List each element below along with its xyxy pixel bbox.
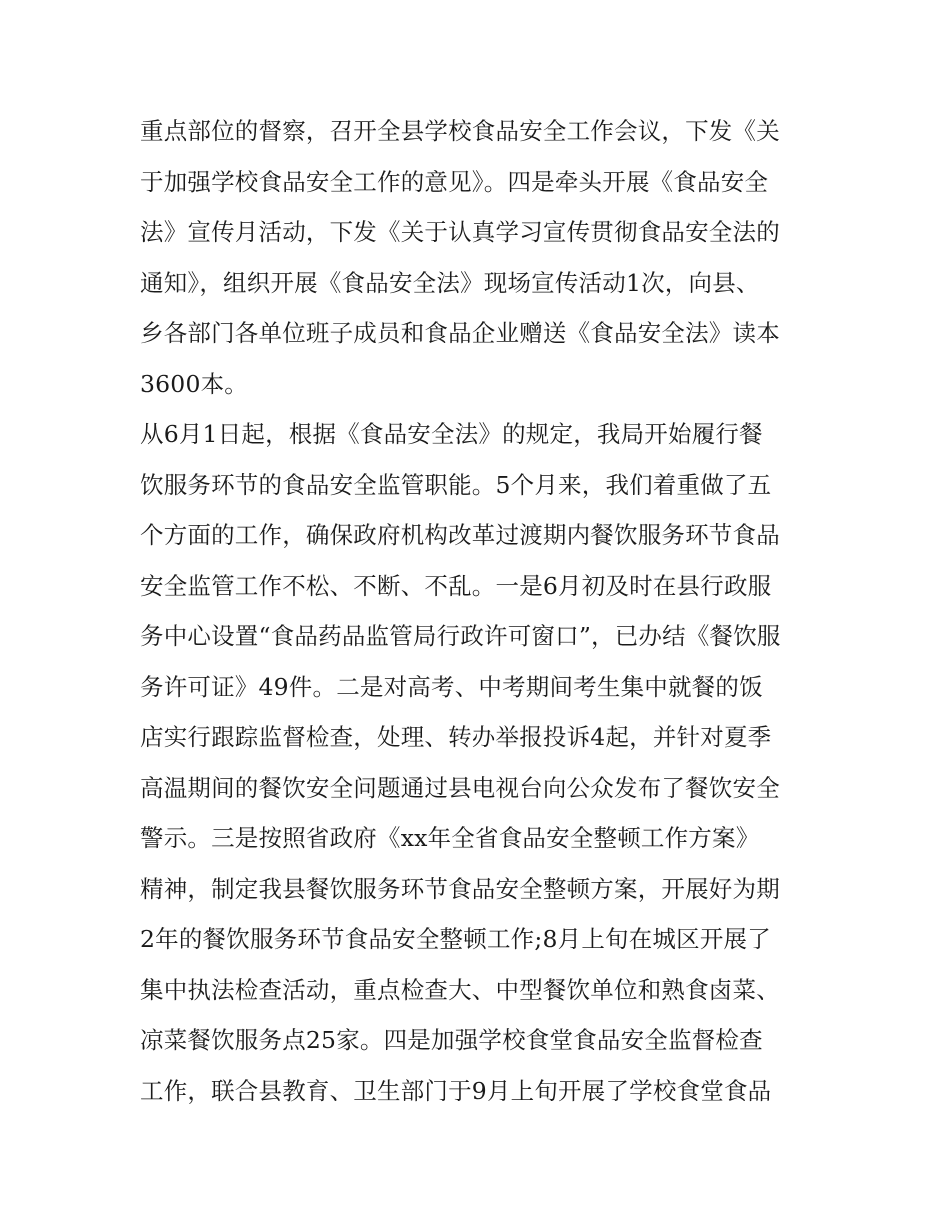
text-line-5: 乡各部门各单位班子成员和食品企业赠送《食品安全法》读本 <box>140 319 780 347</box>
text-line-17: 2年的餐饮服务环节食品安全整顿工作;8月上旬在城区开展了 <box>140 925 771 953</box>
text-line-7: 从6月1日起，根据《食品安全法》的规定，我局开始履行餐 <box>140 420 763 448</box>
text-line-18: 集中执法检查活动，重点检查大、中型餐饮单位和熟食卤菜、 <box>140 975 780 1004</box>
text-line-4: 通知》，组织开展《食品安全法》现场宣传活动1次，向县、 <box>140 268 760 297</box>
text-line-19: 凉菜餐饮服务点25家。四是加强学校食堂食品安全监督检查 <box>140 1026 763 1054</box>
text-line-1: 重点部位的督察，召开全县学校食品安全工作会议，下发《关 <box>140 117 780 145</box>
body-text <box>140 106 820 1116</box>
text-line-3: 法》宣传月活动，下发《关于认真学习宣传贯彻食品安全法的 <box>140 218 780 246</box>
text-line-9: 个方面的工作，确保政府机构改革过渡期内餐饮服务环节食品 <box>140 521 780 549</box>
text-line-10: 安全监管工作不松、不断、不乱。一是6月初及时在县行政服 <box>140 571 772 600</box>
text-line-16: 精神，制定我县餐饮服务环节食品安全整顿方案，开展好为期 <box>140 874 780 903</box>
text-line-6: 3600本。 <box>140 369 249 398</box>
text-line-2: 于加强学校食品安全工作的意见》。四是牵头开展《食品安全 <box>140 167 769 196</box>
text-line-13: 店实行跟踪监督检查，处理、转办举报投诉4起，并针对夏季 <box>140 723 772 751</box>
text-line-11: 务中心设置“食品药品监管局行政许可窗口”，已办结《餐饮服 <box>140 622 781 650</box>
text-line-8: 饮服务环节的食品安全监管职能。5个月来，我们着重做了五 <box>140 470 772 499</box>
text-line-15: 警示。三是按照省政府《xx年全省食品安全整顿工作方案》 <box>140 824 760 852</box>
text-line-14: 高温期间的餐饮安全问题通过县电视台向公众发布了餐饮安全 <box>140 773 780 802</box>
text-line-12: 务许可证》49件。二是对高考、中考期间考生集中就餐的饭 <box>140 672 763 701</box>
text-line-20: 工作，联合县教育、卫生部门于9月上旬开展了学校食堂食品 <box>140 1076 772 1105</box>
